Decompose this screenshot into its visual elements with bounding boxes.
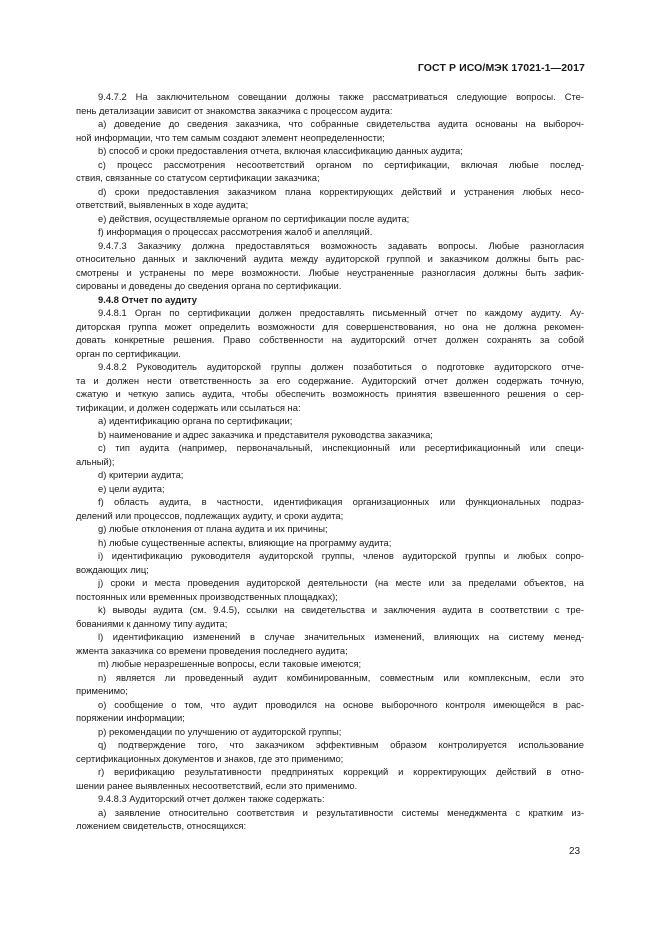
text-line: i) идентификацию руководителя аудиторской группы, членов аудиторской группы и любых сопро- (98, 550, 584, 561)
text-line: сертификационных документов и знаков, где это применимо; (76, 752, 344, 764)
paragraph (76, 468, 584, 482)
paragraph (76, 522, 584, 536)
text-line: жмента заказчика со времени проведения последнего аудита; (76, 644, 348, 656)
text-line: d) критерии аудита; (98, 469, 184, 480)
paragraph (76, 414, 584, 428)
paragraph (76, 576, 584, 603)
text-line: ответствий, выявленных в ходе аудита; (76, 199, 249, 210)
text-line: l) идентификацию изменений в случае значительных изменений, влияющих на систему менед- (98, 631, 584, 642)
paragraph (76, 212, 584, 226)
text-line: c) тип аудита (например, первоначальный, инспекционный или ресертификационный или специ- (98, 442, 584, 453)
paragraph (76, 536, 584, 550)
text-line: относительно данных и заключений аудита между аудиторской группой и заказчиком должны быть рас- (76, 253, 584, 264)
text-line: 9.4.8.1 Орган по сертификации должен предоставлять письменный отчет по каждому аудиту. Ау- (98, 307, 584, 318)
text-line: d) сроки предоставления заказчиком плана корректирующих действий и устранения любых несо- (98, 185, 584, 197)
paragraph (76, 725, 584, 739)
text-line: 9.4.8 Отчет по аудиту (98, 293, 198, 305)
text-line: m) любые неразрешенные вопросы, если таковые имеются; (98, 658, 362, 669)
page-number: 23 (569, 846, 581, 857)
paragraph (76, 428, 584, 442)
paragraph (76, 306, 584, 360)
document-body (76, 90, 584, 833)
paragraph (76, 225, 584, 239)
paragraph (76, 657, 584, 671)
paragraph (76, 603, 584, 630)
text-line: тификации, и должен содержать или ссылаться на: (76, 401, 301, 413)
text-line: k) выводы аудита (см. 9.4.5), ссылки на свидетельства и заключения аудита в соответствии с тре- (98, 604, 584, 615)
text-line: поряжении информации; (76, 712, 185, 723)
paragraph (76, 185, 584, 212)
paragraph (76, 293, 584, 307)
text-line: e) действия, осуществляемые органом по сертификации после аудита; (98, 212, 410, 224)
paragraph (76, 482, 584, 496)
paragraph (76, 671, 584, 698)
paragraph (76, 630, 584, 657)
text-line: b) способ и сроки предоставления отчета, включая классификацию данных аудита; (98, 145, 463, 156)
text-line: 9.4.7.3 Заказчику должна предоставляться возможность задавать вопросы. Любые разногласия (98, 239, 584, 251)
text-line: применимо; (76, 685, 128, 696)
text-line: 9.4.8.3 Аудиторский отчет должен также содержать: (98, 793, 325, 804)
text-line: орган по сертификации. (76, 347, 181, 359)
paragraph (76, 806, 584, 833)
text-line: a) заявление относительно соответствия и результативности системы менеджмента с кратким из- (98, 806, 584, 818)
text-line: пень детализации зависит от знакомства заказчика с процессом аудита: (76, 104, 393, 116)
paragraph (76, 765, 584, 792)
text-line: смотрены и устранены по мере возможности. Любые неустраненные разногласия должны быть зафик- (76, 266, 584, 278)
text-line: ной информации, что тем самым создают элемент неопределенности; (76, 131, 385, 143)
text-line: o) сообщение о том, что аудит проводился на основе выборочного контроля имеющейся в рас- (98, 698, 584, 710)
text-line: j) сроки и места проведения аудиторской деятельности (на месте или за пределами объектов, на (98, 577, 584, 588)
text-line: шении ранее выявленных несоответствий, если это применимо. (76, 779, 358, 791)
text-line: вождающих лиц; (76, 563, 149, 575)
text-line: ложением свидетельств, относящихся: (76, 820, 247, 831)
text-line: g) любые отклонения от плана аудита и их причины; (98, 523, 328, 534)
text-line: f) область аудита, в частности, идентификация организационных или функциональных подраз- (98, 496, 584, 507)
text-line: p) рекомендации по улучшению от аудиторской группы; (98, 725, 342, 737)
paragraph (76, 698, 584, 725)
text-line: a) доведение до сведения заказчика, что собранные свидетельства аудита основаны на выбороч- (98, 118, 584, 129)
text-line: сированы и доведены до сведения органа по сертификации. (76, 280, 342, 291)
text-line: c) процесс рассмотрения несоответствий органом по сертификации, включая любые послед- (98, 158, 584, 170)
text-line: диторская группа может определить возможности для совершенствования, но она не должна рекомен- (76, 320, 584, 332)
paragraph (76, 495, 584, 522)
paragraph (76, 441, 584, 468)
text-line: e) цели аудита; (98, 482, 165, 494)
paragraph (76, 239, 584, 293)
text-line: 9.4.7.2 На заключительном совещании должны также рассматриваться следующие вопросы. Сте- (98, 91, 584, 102)
paragraph (76, 360, 584, 414)
paragraph (76, 90, 584, 117)
document-header: ГОСТ Р ИСО/МЭК 17021-1—2017 (417, 62, 585, 74)
paragraph (76, 549, 584, 576)
text-line: постоянных или временных производственных площадках); (76, 590, 338, 602)
text-line: b) наименование и адрес заказчика и представителя руководства заказчика; (98, 428, 433, 440)
text-line: 9.4.8.2 Руководитель аудиторской группы должен позаботиться о подготовке аудиторского отче- (98, 361, 584, 372)
text-line: r) верификацию результативности предпринятых коррекций и корректирующих действий в отно- (98, 766, 584, 777)
paragraph (76, 792, 584, 806)
text-line: h) любые существенные аспекты, влияющие на программу аудита; (98, 536, 392, 548)
text-line: та и должен нести ответственность за его содержание. Аудиторский отчет должен содержать точную, (76, 374, 584, 386)
paragraph (76, 144, 584, 158)
paragraph (76, 158, 584, 185)
text-line: a) идентификацию органа по сертификации; (98, 415, 293, 426)
text-line: q) подтверждение того, что заказчиком эффективным образом контролируется использование (98, 739, 584, 750)
text-line: f) информация о процессах рассмотрения жалоб и апелляций. (98, 226, 373, 237)
text-line: альный); (76, 455, 115, 467)
text-line: бованиями к данному типу аудита; (76, 617, 228, 629)
text-line: n) является ли проведенный аудит комбинированным, совместным или комплексным, если это (98, 671, 584, 683)
text-line: делений или процессов, подлежащих аудиту, и сроки аудита; (76, 509, 344, 521)
text-line: довать конкретные решения. Право собственности на аудиторский отчет должен сохранять за собой (76, 334, 584, 345)
paragraph (76, 117, 584, 144)
text-line: ствия, связанные со статусом сертификации заказчика; (76, 172, 320, 183)
paragraph (76, 738, 584, 765)
text-line: сжатую и четкую запись аудита, чтобы обеспечить возможность принятия взвешенного решения о сер- (76, 388, 584, 399)
